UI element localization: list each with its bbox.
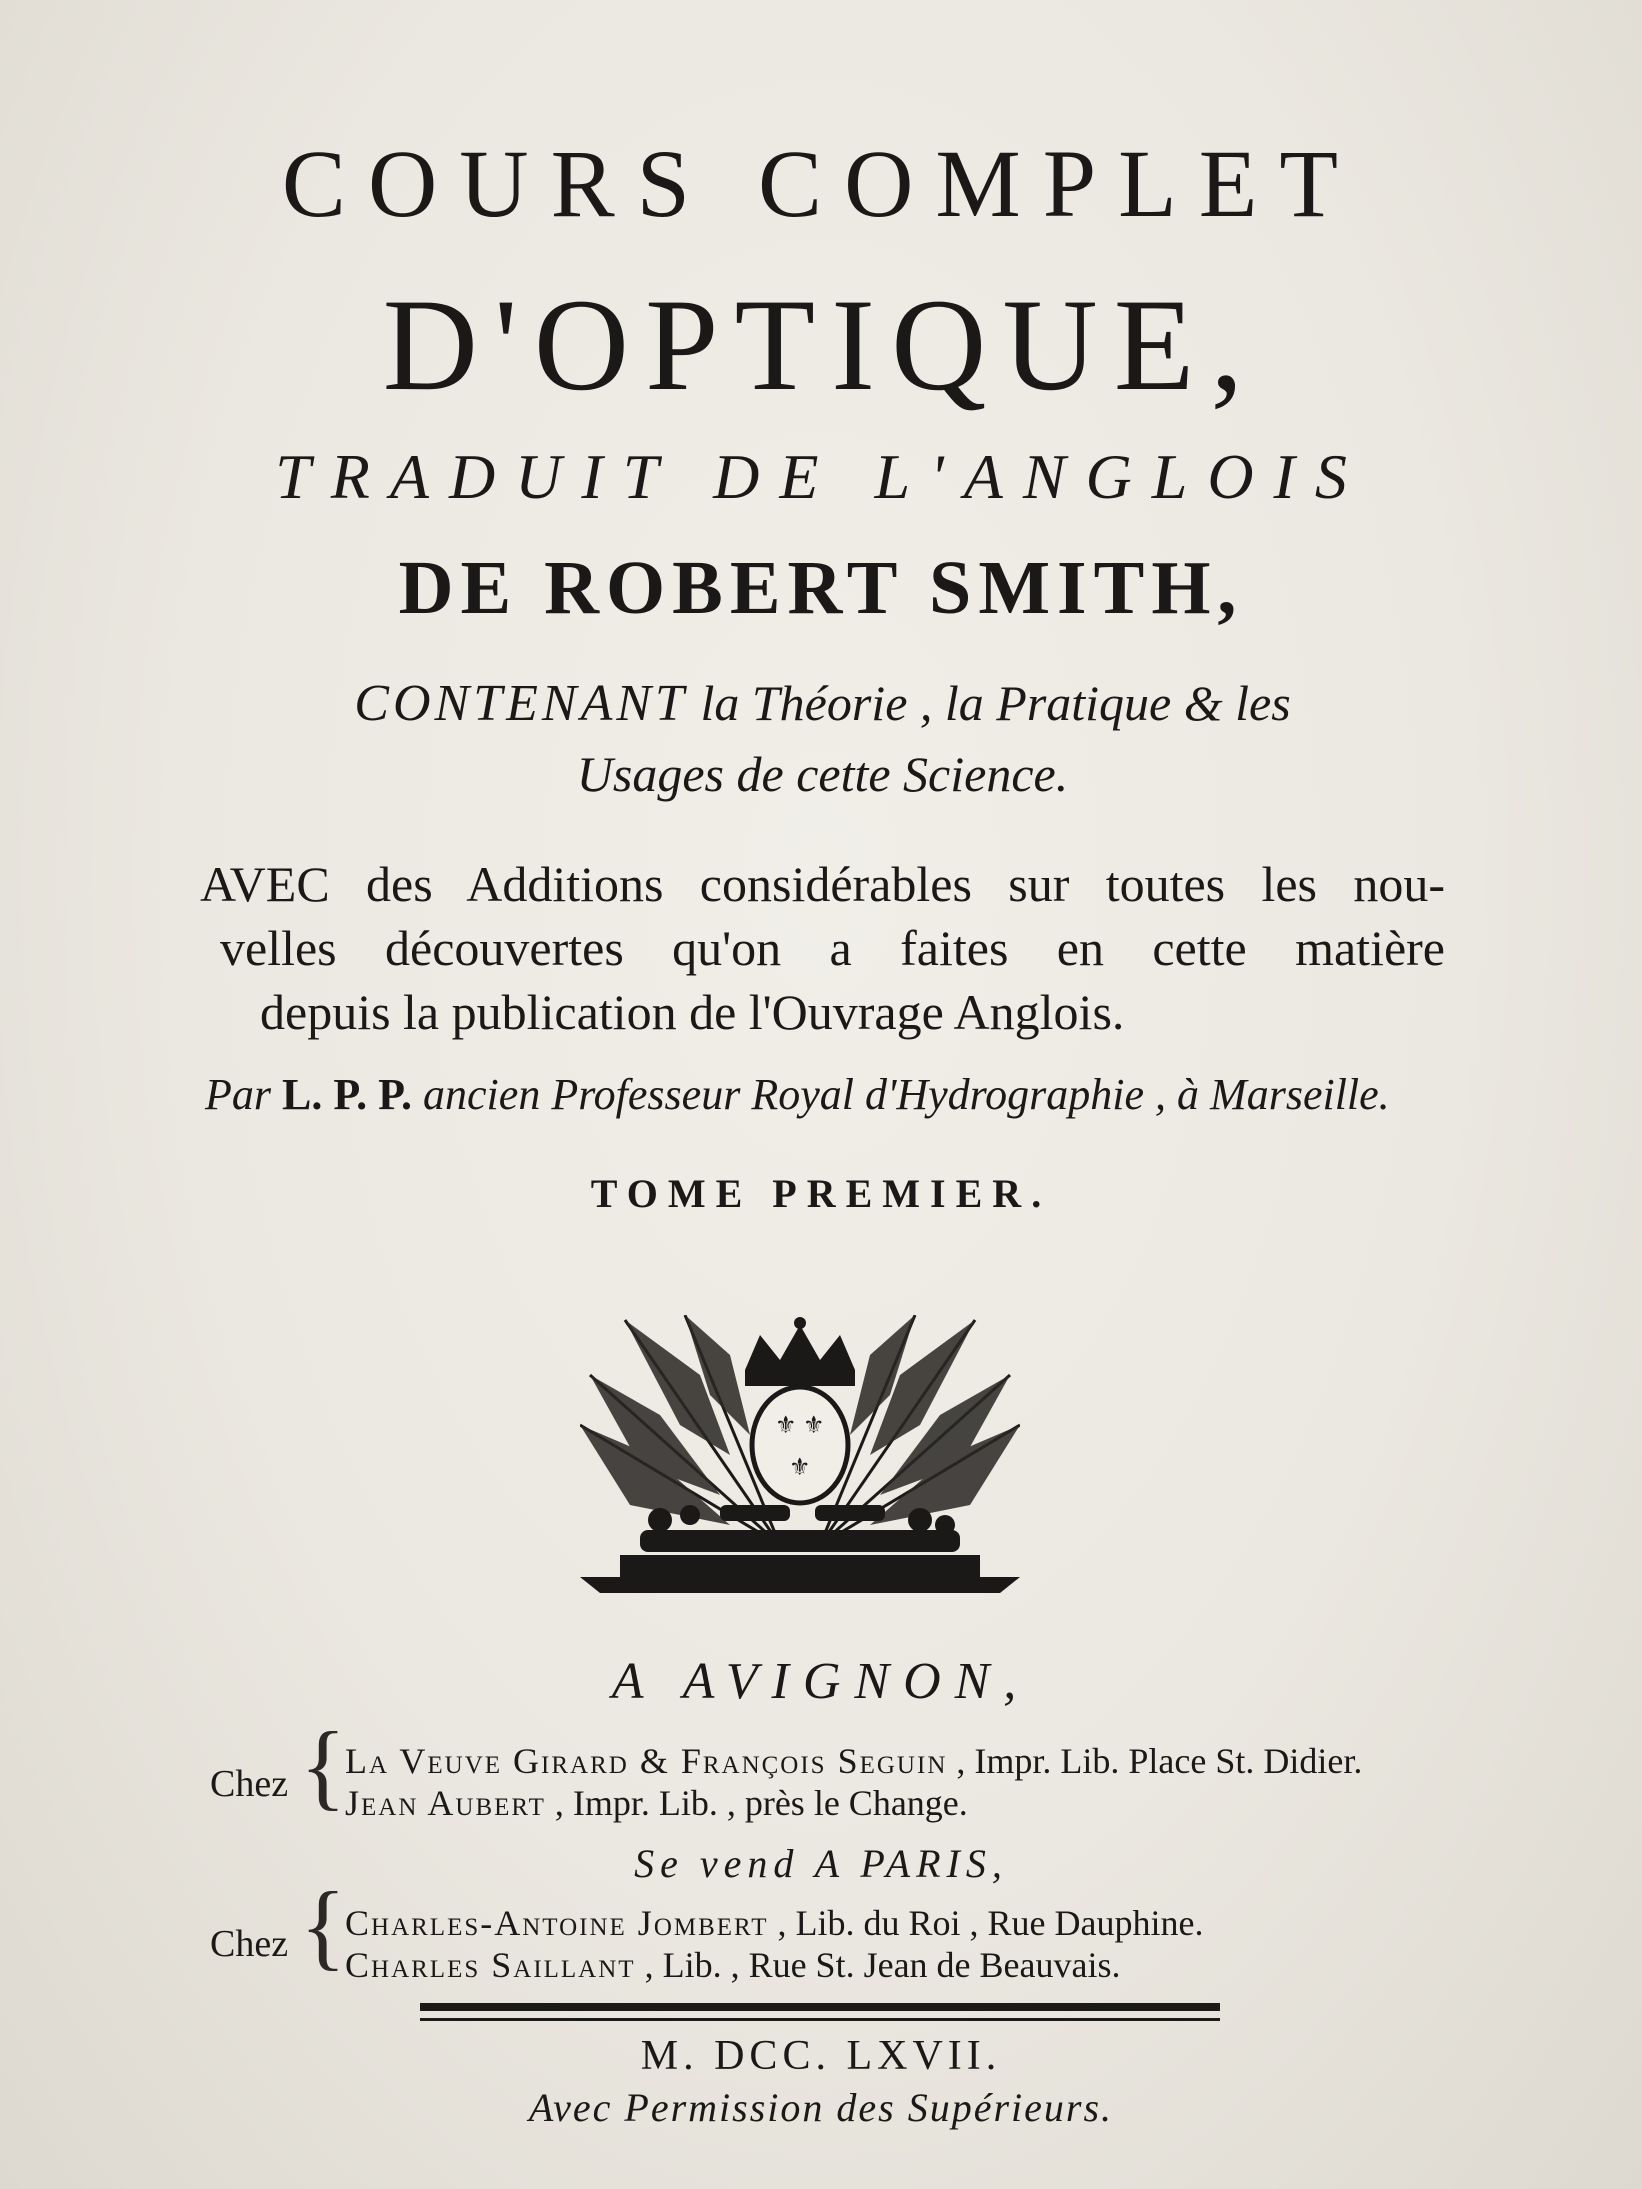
seller-avignon-2 (345, 1782, 968, 1824)
double-rule-thick (420, 2003, 1220, 2011)
chez-label-2: Chez (210, 1923, 289, 1965)
double-rule-thin (420, 2018, 1220, 2021)
royal-arms-with-flags-and-cannons-icon (580, 1315, 1020, 1595)
translator-statement (205, 1060, 1445, 1130)
seller-name: Charles-Antoine Jombert (345, 1903, 769, 1943)
permission-note: Avec Permission des Supérieurs. (528, 2085, 1114, 2130)
avec-line-3: depuis la publication de l'Ouvrage Anglois. (260, 984, 1125, 1040)
chez-label-1: Chez (210, 1763, 289, 1805)
seller-avignon-1 (345, 1740, 1362, 1782)
brace-1: { (300, 1712, 347, 1819)
additions-statement (200, 852, 1445, 1044)
svg-text:⚜: ⚜ (789, 1453, 811, 1481)
author-name: DE ROBERT SMITH, (398, 546, 1244, 630)
translator-description: ancien Professeur Royal d'Hydrographie , à Marseille. (412, 1070, 1390, 1119)
volume-label: TOME PREMIER. (590, 1171, 1052, 1216)
title-line-2: D'OPTIQUE, (382, 271, 1260, 418)
contenant-text-1: la Théorie , la Pratique & les (687, 675, 1291, 731)
imprint-city-avignon: A AVIGNON, (611, 1653, 1031, 1710)
brace-2: { (300, 1872, 347, 1979)
seller-detail: , Impr. Lib. , près le Change. (545, 1783, 968, 1823)
avec-line-2: velles découvertes qu'on a faites en cette matière (220, 920, 1445, 976)
seller-name: Charles Saillant (345, 1945, 636, 1985)
seller-paris-1 (345, 1902, 1203, 1944)
seller-name: La Veuve Girard & François Seguin (345, 1741, 948, 1781)
title-line-1: COURS COMPLET (281, 130, 1361, 237)
sold-in-paris: Se vend A PARIS, (634, 1841, 1008, 1886)
avec-line-1: AVEC des Additions considérables sur toutes les nou- (200, 856, 1445, 912)
publication-year: M. DCC. LXVII. (640, 2033, 1002, 2079)
seller-detail: , Impr. Lib. Place St. Didier. (947, 1741, 1363, 1781)
seller-detail: , Lib. du Roi , Rue Dauphine. (768, 1903, 1204, 1943)
translator-initials: L. P. P. (282, 1070, 413, 1119)
contenant-text-2: Usages de cette Science. (576, 746, 1069, 802)
seller-detail: , Lib. , Rue St. Jean de Beauvais. (635, 1945, 1121, 1985)
seller-paris-2 (345, 1944, 1121, 1986)
contents-statement (200, 668, 1445, 809)
contenant-lead: CONTENANT (354, 675, 688, 732)
svg-text:⚜: ⚜ (803, 1411, 825, 1439)
seller-name: Jean Aubert (345, 1783, 546, 1823)
svg-text:⚜: ⚜ (775, 1411, 797, 1439)
subtitle-translation: TRADUIT DE L'ANGLOIS (275, 441, 1367, 512)
par-prefix: Par (205, 1070, 282, 1119)
